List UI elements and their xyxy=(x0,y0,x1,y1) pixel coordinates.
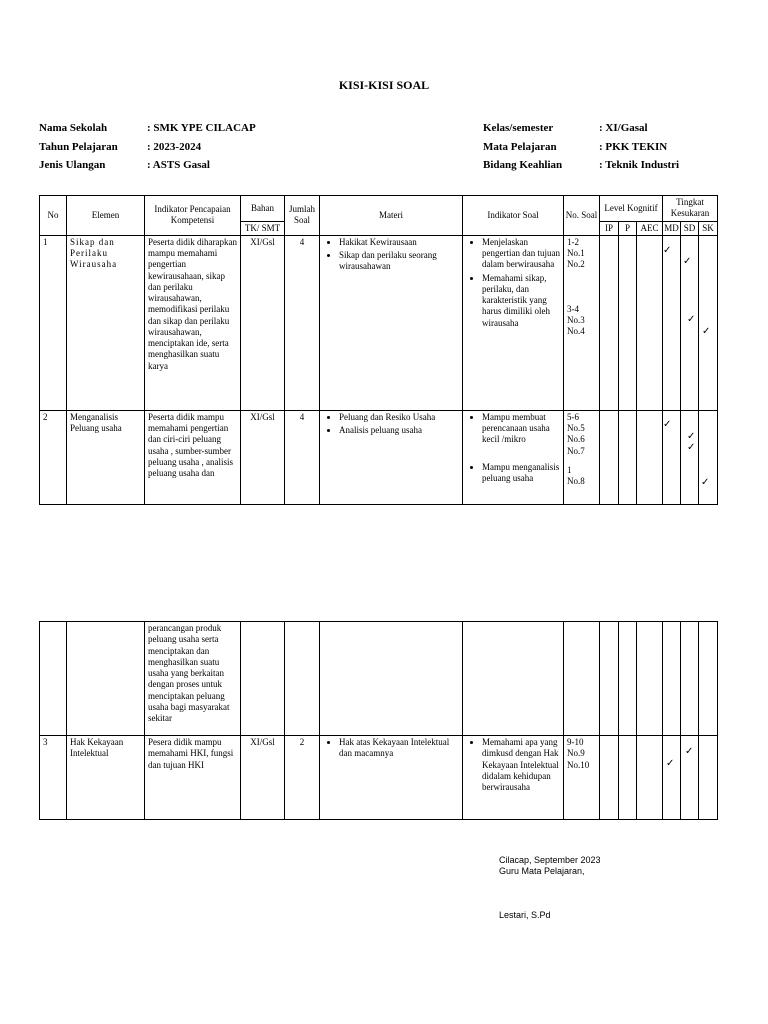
row-no: 2 xyxy=(40,410,67,504)
row-elemen: Sikap dan Perilaku Wirausaha xyxy=(67,235,145,410)
row-tk-smt xyxy=(241,622,285,736)
row-ip xyxy=(600,622,619,736)
row-sd xyxy=(681,736,699,820)
row-sk xyxy=(699,736,718,820)
row-aec xyxy=(637,622,663,736)
row-materi xyxy=(320,410,463,504)
row-elemen: Hak Kekayaan Intelektual xyxy=(67,736,145,820)
materi-item: • Hak atas Kekayaan Intelektual dan macamnya xyxy=(339,737,459,760)
no-soal-line: No.3 xyxy=(567,314,585,325)
indikator-soal-item: • Memahami apa yang dimkusd dengan Hak Kekayaan Intelektual didalam kehidupan berwirausaha xyxy=(482,737,560,793)
check-icon: ✓ xyxy=(701,476,710,488)
header-no: No xyxy=(40,196,67,236)
materi-item: • Analisis peluang usaha xyxy=(339,425,459,436)
document-title: KISI-KISI SOAL xyxy=(338,78,430,92)
row-p xyxy=(619,736,637,820)
row-materi xyxy=(320,235,463,410)
row-indikator-soal xyxy=(463,622,564,736)
row-no-soal xyxy=(564,622,600,736)
no-soal-line: No.7 xyxy=(567,445,585,456)
row-aec xyxy=(637,736,663,820)
row-no: 3 xyxy=(40,736,67,820)
info-right-value-1: : PKK TEKIN xyxy=(599,141,668,153)
info-left-label-2: Jenis Ulangan xyxy=(39,159,106,171)
materi-item: • Peluang dan Resiko Usaha xyxy=(339,412,459,423)
materi-item: • Hakikat Kewirausaan xyxy=(339,237,459,248)
info-right-label-2: Bidang Keahlian xyxy=(483,159,563,171)
info-left-label-0: Nama Sekolah xyxy=(39,122,108,134)
kisi-kisi-table-continued xyxy=(39,621,718,820)
row-ip xyxy=(600,736,619,820)
row-materi xyxy=(320,622,463,736)
header-md: MD xyxy=(663,221,681,235)
no-soal-line: No.5 xyxy=(567,423,585,433)
no-soal-line: No.2 xyxy=(567,259,585,270)
check-icon: ✓ xyxy=(683,255,692,267)
row-elemen xyxy=(67,622,145,736)
row-elemen: Menganalisis Peluang usaha xyxy=(67,410,145,504)
info-right-value-0: : XI/Gasal xyxy=(599,122,648,134)
check-icon: ✓ xyxy=(666,758,675,769)
info-left-value-1: : 2023-2024 xyxy=(147,141,202,153)
info-right-label-1: Mata Pelajaran xyxy=(483,141,557,153)
row-md xyxy=(663,235,681,410)
table-row xyxy=(40,235,718,410)
no-soal-line: No.1 xyxy=(567,248,585,258)
row-no-soal xyxy=(564,410,600,504)
header-tk-smt: TK/ SMT xyxy=(241,221,285,235)
row-tk-smt: XI/Gsl xyxy=(241,235,285,410)
kisi-kisi-table xyxy=(39,195,718,505)
row-no xyxy=(40,622,67,736)
check-icon: ✓ xyxy=(702,325,711,337)
header-jumlah-soal: Jumlah Soal xyxy=(285,196,320,236)
no-soal-line: 3-4 xyxy=(567,303,579,314)
no-soal-line: 1-2 xyxy=(567,236,579,247)
signature-role: Guru Mata Pelajaran, xyxy=(499,866,585,876)
row-jumlah-soal: 4 xyxy=(285,410,320,504)
materi-item: • Sikap dan perilaku seorang wirausahawan xyxy=(339,250,459,273)
row-tk-smt: XI/Gsl xyxy=(241,410,285,504)
row-ip xyxy=(600,410,619,504)
row-tk-smt: XI/Gsl xyxy=(241,736,285,820)
row-sk xyxy=(699,235,718,410)
no-soal-line: No.8 xyxy=(567,476,585,486)
row-p xyxy=(619,410,637,504)
row-indikator-pencapaian: perancangan produk peluang usaha serta menciptakan dan menghasilkan suatu usaha yang berkaitan dengan proses untuk menciptakan peluang usaha bagi masyarakat sekitar xyxy=(145,622,241,736)
signature-place-date: Cilacap, September 2023 xyxy=(499,855,601,865)
no-soal-line: No.10 xyxy=(567,759,590,770)
row-jumlah-soal: 4 xyxy=(285,235,320,410)
row-ip xyxy=(600,235,619,410)
check-icon: ✓ xyxy=(687,430,696,442)
no-soal-line: 9-10 xyxy=(567,737,584,747)
row-sk xyxy=(699,622,718,736)
no-soal-line: No.6 xyxy=(567,434,585,445)
table-row xyxy=(40,622,718,736)
table-row xyxy=(40,410,718,504)
header-aec: AEC xyxy=(637,221,663,235)
row-no: 1 xyxy=(40,235,67,410)
header-sd: SD xyxy=(681,221,699,235)
header-ip: IP xyxy=(600,221,619,235)
header-p: P xyxy=(619,221,637,235)
header-no-soal: No. Soal xyxy=(564,196,600,236)
check-icon: ✓ xyxy=(687,441,696,453)
header-indikator-pencapaian: Indikator Pencapaian Kompetensi xyxy=(145,196,241,236)
no-soal-line: No.4 xyxy=(567,326,585,336)
row-md xyxy=(663,410,681,504)
row-sd xyxy=(681,410,699,504)
row-indikator-pencapaian: Peserta didik mampu memahami pengertian dan ciri-ciri peluang usaha , sumber-sumber peluang usaha , analisis peluang usaha dan xyxy=(145,410,241,504)
row-indikator-pencapaian: Peserta didik diharapkan mampu memahami pengertian kewirausahaan, sikap dan perilaku wirausahawan, memodifikasi perilaku dan sikap dan perilaku wirausahawan, menciptakan ide, serta menghasilkan suatu karya xyxy=(145,235,241,410)
indikator-soal-item: • Memahami sikap, perilaku, dan karakteristik yang harus dimiliki oleh wirausaha xyxy=(482,273,560,329)
check-icon: ✓ xyxy=(687,313,696,325)
row-materi xyxy=(320,736,463,820)
row-jumlah-soal xyxy=(285,622,320,736)
row-md xyxy=(663,736,681,820)
check-icon: ✓ xyxy=(685,746,694,757)
row-aec xyxy=(637,410,663,504)
row-indikator-soal xyxy=(463,736,564,820)
info-right-label-0: Kelas/semester xyxy=(483,122,554,134)
table-row xyxy=(40,736,718,820)
header-materi: Materi xyxy=(320,196,463,236)
row-sk xyxy=(699,410,718,504)
info-left-value-2: : ASTS Gasal xyxy=(147,159,210,171)
check-icon: ✓ xyxy=(663,418,672,430)
no-soal-line: No.9 xyxy=(567,748,585,759)
no-soal-line: 1 xyxy=(567,464,572,475)
row-p xyxy=(619,622,637,736)
row-indikator-soal xyxy=(463,410,564,504)
indikator-soal-item: • Mampu membuat perencanaan usaha kecil /mikro xyxy=(482,412,560,446)
row-no-soal xyxy=(564,235,600,410)
header-indikator-soal: Indikator Soal xyxy=(463,196,564,236)
check-icon: ✓ xyxy=(663,244,672,256)
header-level-kognitif: Level Kognitif xyxy=(600,196,663,222)
indikator-soal-item: • Menjelaskan pengertian dan tujuan dalam berwirausaha xyxy=(482,237,560,271)
info-left-value-0: : SMK YPE CILACAP xyxy=(147,122,256,134)
row-md xyxy=(663,622,681,736)
info-right-value-2: : Teknik Industri xyxy=(599,159,680,171)
row-sd xyxy=(681,622,699,736)
row-aec xyxy=(637,235,663,410)
row-sd xyxy=(681,235,699,410)
row-jumlah-soal: 2 xyxy=(285,736,320,820)
signature-name: Lestari, S.Pd xyxy=(499,910,551,920)
header-sk: SK xyxy=(699,221,718,235)
info-left-label-1: Tahun Pelajaran xyxy=(39,141,118,153)
header-bahan: Bahan xyxy=(241,196,285,222)
row-indikator-soal xyxy=(463,235,564,410)
indikator-soal-item: • Mampu menganalisis peluang usaha xyxy=(482,462,560,485)
header-tingkat-kesukaran: Tingkat Kesukaran xyxy=(663,196,718,222)
no-soal-line: 5-6 xyxy=(567,411,579,422)
row-no-soal xyxy=(564,736,600,820)
header-elemen: Elemen xyxy=(67,196,145,236)
row-indikator-pencapaian: Pesera didik mampu memahami HKI, fungsi dan tujuan HKI xyxy=(145,736,241,820)
row-p xyxy=(619,235,637,410)
